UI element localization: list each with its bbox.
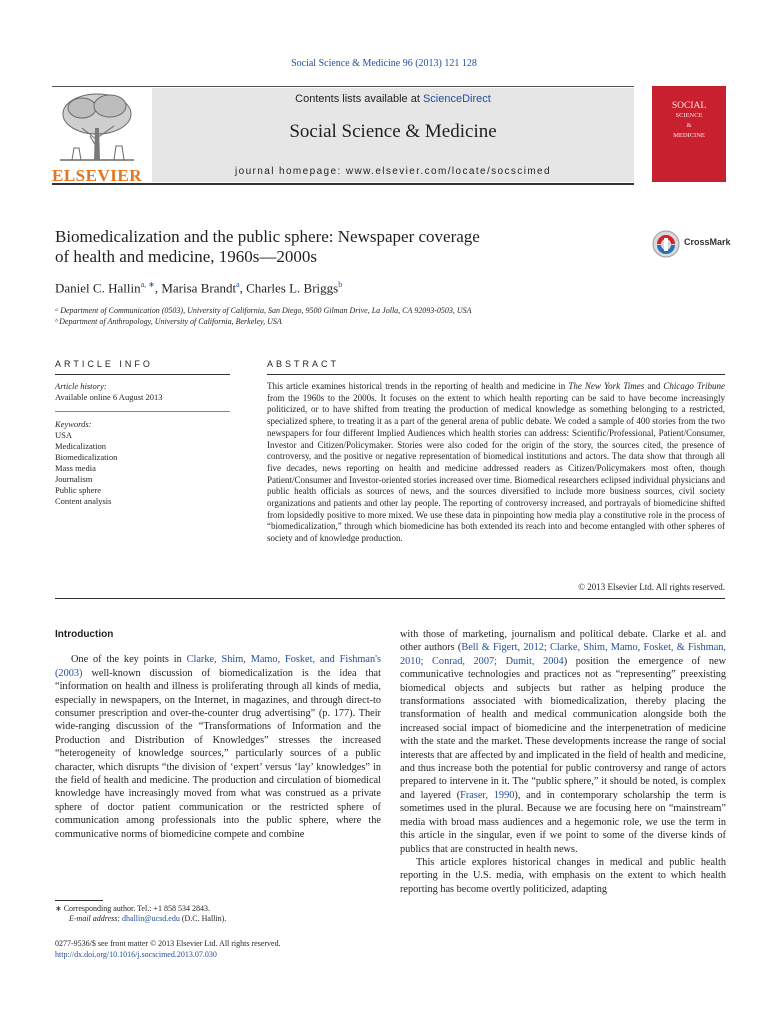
header-rule-top [52, 86, 634, 87]
journal-title: Social Science & Medicine [289, 121, 497, 142]
article-info-divider [55, 411, 230, 412]
article-info-rule [55, 374, 230, 375]
body-column-right [400, 628, 726, 896]
abstract-segment: from the 1960s to the 2000s. It focuses on the extent to which health reporting can be said to have become increasingly politicized, or to have shifted from treating the production of medical knowledge as something belonging to a restricted, specialized sphere, to treating it as a part of the general arena of public debate. We coded a sample of 400 stories from the two newspapers for four different Implied Audiences which health stories can address: Scientific/Professional, Patient/Consumer, Investor and Citizen/Policymaker. Stories were also coded for the origin of the story, the sources cited, the presence of controversy, and the positive or negative representation of biomedical institutions and actors. The data show that through all five decades, news reporting on health and medicine addressed readers as Citizen/Policymakers most often, though Patient/Consumer and Investor-oriented stories increased over time. Biomedical researchers eclipsed individual physicians and public health officials as sources of news, and the sources diversified to include more business sources, civil society organizations and patients and other lay people. The reporting of controversy increased, and portrayals of biomedicine shifted from lopsidedly positive to more mixed. We use these data in pinpointing how media play a constitutive role in the process of “biomedicalization,” through which biomedicine has both extended its reach into and become entangled with other spheres of society and of knowledge production. [267, 392, 725, 544]
keyword: Journalism [55, 474, 93, 484]
publisher-wordmark: ELSEVIER [52, 166, 142, 185]
elsevier-tree-logo [52, 88, 142, 166]
body-column-left [55, 628, 381, 841]
journal-cover-text [652, 101, 726, 141]
article-title [55, 227, 615, 267]
author-list [55, 280, 342, 296]
email-link[interactable]: dhallin@ucsd.edu [122, 914, 180, 923]
reference-link[interactable]: Bell & Figert, 2012; Clarke, Shim, Mamo, Fosket, & Fishman, 2010; Conrad, 2007; Dumit, 2004 [400, 642, 726, 667]
article-history [55, 381, 230, 403]
reference-link[interactable]: Clarke, Shim, Mamo, Fosket, and Fishman's (2003) [55, 654, 382, 679]
abstract-newspaper: The New York Times [568, 381, 645, 391]
author-affil-ref[interactable]: a, ∗ [140, 280, 155, 289]
keyword: USA [55, 430, 73, 440]
sciencedirect-link[interactable]: ScienceDirect [422, 93, 491, 105]
cover-line: SCIENCE [675, 112, 703, 119]
email-label: E-mail address: [69, 914, 123, 923]
keyword: Medicalization [55, 441, 106, 451]
text-segment: ), and in contemporary scholarship the term is sometimes used in the plural. Because we are focusing here on “mainstream” media with broad mass audiences and a hegemonic role, we use the term in this article in the singular, even if we point to some of the diverse kinds of publics that are constructed in health news. [400, 789, 727, 855]
abstract-segment: This article examines historical trends in the reporting of health and medicine in [267, 381, 569, 391]
text-segment: One of the key points in [71, 654, 187, 666]
text-segment: well-known discussion of biomedicalization is the idea that “information on health and illness is proliferating through all kinds of media, especially in newspapers, on the Internet, in magazines, and through direct-to consumer prescription and over-the-counter drug advertising” (p. 177). Their wide-ranging discussion of the “Transformations of Information and the Production and Distribution of Knowledges” stresses the increased “heterogeneity of knowledge sources,” particularly sources of a public character, which disrupts “the division of ‘expert’ versus ‘lay’ knowledges” in the field of health and medicine. The production and circulation of biomedical knowledge have increasingly moved from what was construed as a private sphere of doctor patient communication or the restricted sphere of communication among professionals into the public sphere, where the communicative norms of biomedicine compete and combine [55, 667, 381, 840]
abstract-newspaper: Chicago Tribune [663, 381, 725, 391]
title-line: Biomedicalization and the public sphere: Newspaper coverage [55, 227, 480, 246]
article-info-heading: ARTICLE INFO [55, 359, 153, 369]
body-paragraph [55, 653, 381, 841]
history-label: Article history: [55, 381, 107, 391]
footnote-rule [55, 900, 103, 901]
cover-line: SOCIAL [671, 101, 707, 111]
keywords-block [55, 419, 230, 507]
contents-line [152, 93, 634, 105]
text-segment: ) position the emergence of new communicative technologies and practices not as “representing” preexisting biomedical objects and subjects but rather as helping produce the transformations associated with biomedicalization, thereby placing the transformation of health and medical communication alongside both the increased social impact of biomedicine and the interpenetration of medicine with the state and the market. These developments increase the range of social interests that are affected by and implicated in the field of health and medicine, and thus increase both the potential for public controversy and range of actors prepared to intervene in it. The “public sphere,” it should be noted, is complex and layered ( [400, 655, 727, 801]
section-heading: Introduction [55, 629, 114, 640]
keyword: Biomedicalization [55, 452, 118, 462]
author-name: , Charles L. Briggs [239, 280, 339, 296]
title-line: of health and medicine, 1960s—2000s [55, 247, 318, 266]
contents-prefix: Contents lists available at [295, 93, 423, 105]
abstract-heading: ABSTRACT [267, 359, 340, 369]
abstract-bottom-rule [55, 598, 725, 599]
keyword: Public sphere [55, 485, 102, 495]
keyword: Mass media [55, 463, 96, 473]
crossmark-label[interactable]: CrossMark [684, 237, 731, 247]
reference-link[interactable]: Fraser, 1990 [460, 789, 515, 801]
journal-homepage[interactable]: journal homepage: www.elsevier.com/locate/socscimed [235, 166, 551, 177]
footnote-corresponding: ∗ Corresponding author. Tel.: +1 858 534 2843. [55, 904, 210, 913]
abstract-text [267, 381, 725, 545]
doi-link[interactable]: http://dx.doi.org/10.1016/j.socscimed.2013.07.030 [55, 950, 217, 959]
issn-line: 0277-9536/$ see front matter © 2013 Elsevier Ltd. All rights reserved. [55, 939, 281, 948]
affiliation-a: ᵃ Department of Communication (0503), University of California, San Diego, 9500 Gilman Drive, La Jolla, CA 92093-0503, USA [55, 306, 472, 315]
body-paragraph: This article explores historical changes in medical and public health reporting in the U.S. media, with emphasis on the extent to which health reporting has become overtly politicized, adapting [400, 856, 726, 895]
abstract-copyright: © 2013 Elsevier Ltd. All rights reserved. [578, 582, 725, 592]
abstract-rule [267, 374, 725, 375]
footnote-email [55, 914, 226, 924]
author-affil-ref[interactable]: a [236, 280, 240, 289]
journal-citation[interactable]: Social Science & Medicine 96 (2013) 121 128 [291, 58, 477, 69]
author-name: , Marisa Brandt [154, 280, 237, 296]
crossmark-icon[interactable] [651, 229, 681, 259]
abstract-segment: and [644, 381, 664, 391]
cover-line: & [686, 122, 692, 129]
email-suffix: (D.C. Hallin). [179, 914, 227, 923]
body-paragraph [400, 628, 726, 856]
history-value: Available online 6 August 2013 [55, 392, 163, 402]
keyword: Content analysis [55, 496, 112, 506]
text-segment: with those of marketing, journalism and political debate. Clarke et al. and other authors ( [400, 629, 726, 654]
keywords-label: Keywords: [55, 419, 92, 429]
cover-line: MEDICINE [673, 132, 705, 139]
author-name: Daniel C. Hallin [55, 280, 141, 296]
author-affil-ref[interactable]: b [338, 280, 343, 289]
affiliation-b: ᵇ Department of Anthropology, University of California, Berkeley, USA [55, 317, 282, 326]
